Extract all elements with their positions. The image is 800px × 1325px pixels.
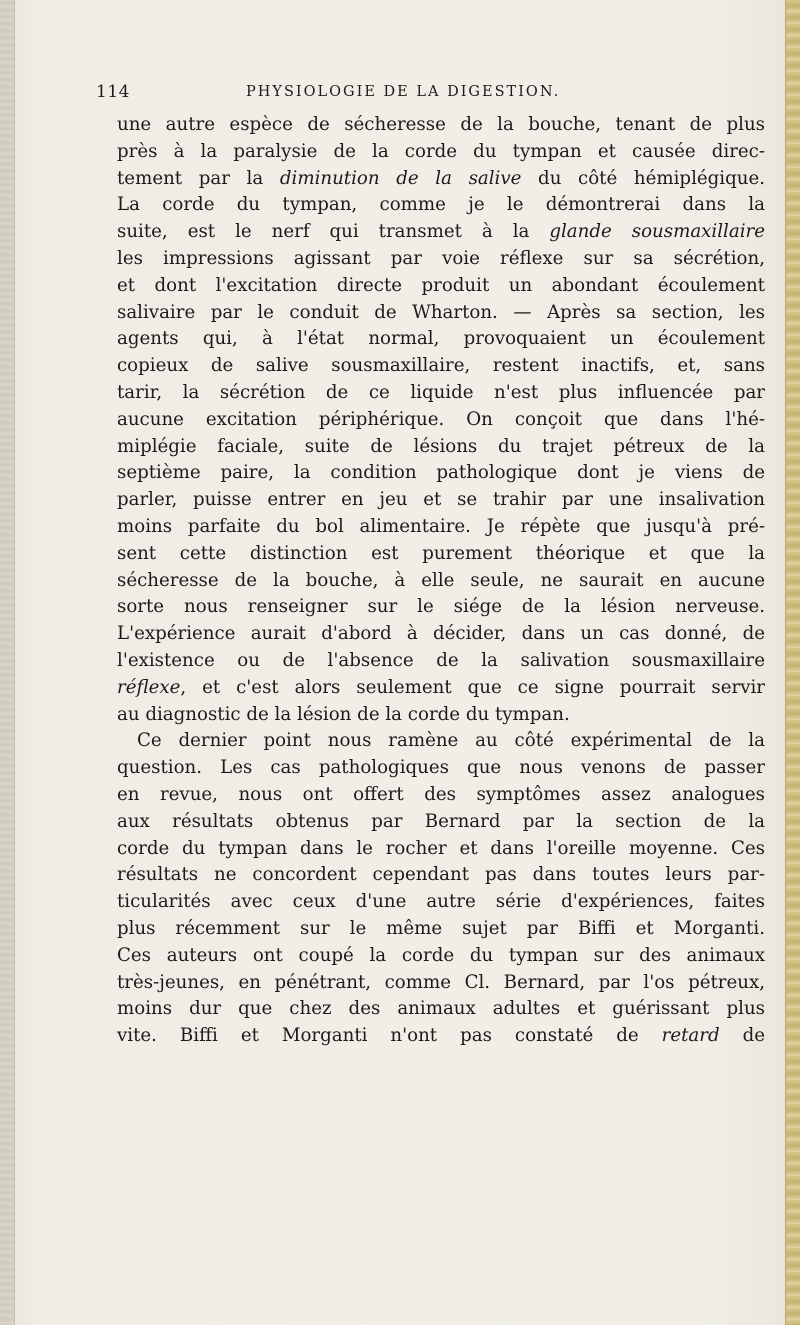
text-line (117, 755, 765, 782)
text-line (117, 380, 765, 407)
text-run: L'expérience aurait d'abord à décider, dans un cas donné, de (117, 623, 765, 645)
text-run: Ces auteurs ont coupé la corde du tympan sur des animaux (117, 944, 765, 966)
text-run: Ce dernier point nous ramène au côté expérimental de la (137, 730, 765, 752)
text-line (117, 460, 765, 487)
text-run: parler, puisse entrer en jeu et se trahir par une insalivation (117, 489, 765, 511)
text-line (117, 407, 765, 434)
text-run: aux résultats obtenus par Bernard par la section de la (117, 810, 765, 832)
page-header (96, 82, 764, 108)
text-run: sent cette distinction est purement théorique et que la (117, 542, 765, 564)
text-line (117, 353, 765, 380)
text-line (117, 943, 765, 970)
text-line (117, 836, 765, 863)
text-line (117, 702, 765, 729)
text-line (117, 809, 765, 836)
text-line (117, 568, 765, 595)
text-line (117, 139, 765, 166)
running-head: PHYSIOLOGIE DE LA DIGESTION. (246, 84, 561, 100)
text-line (117, 300, 765, 327)
text-run: septième paire, la condition pathologique dont je viens de (117, 462, 765, 484)
text-run: ticularités avec ceux d'une autre série d'expériences, faites (117, 891, 765, 913)
text-line (117, 621, 765, 648)
text-run: près à la paralysie de la corde du tympan et causée direc- (117, 140, 765, 162)
text-run: au diagnostic de la lésion de la corde du tympan. (117, 703, 570, 725)
text-line (117, 434, 765, 461)
text-line (117, 728, 765, 755)
text-run: très-jeunes, en pénétrant, comme Cl. Bernard, par l'os pétreux, (117, 971, 765, 993)
body-text (117, 112, 765, 1050)
text-line (117, 514, 765, 541)
italic-phrase: glande sousmaxillaire (549, 221, 765, 243)
text-line (117, 675, 765, 702)
text-line (117, 166, 765, 193)
text-run: miplégie faciale, suite de lésions du trajet pétreux de la (117, 435, 765, 457)
text-run: les impressions agissant par voie réflexe sur sa sécrétion, (117, 247, 765, 269)
page-right-edge (785, 0, 800, 1325)
text-line (117, 326, 765, 353)
text-run: tement par la (117, 167, 280, 189)
text-run: tarir, la sécrétion de ce liquide n'est plus influencée par (117, 381, 765, 403)
text-run: copieux de salive sousmaxillaire, restent inactifs, et, sans (117, 355, 765, 377)
text-run: moins parfaite du bol alimentaire. Je répète que jusqu'à pré- (117, 515, 765, 537)
text-line (117, 862, 765, 889)
text-run: , et c'est alors seulement que ce signe pourrait servir (180, 676, 765, 698)
text-run: sécheresse de la bouche, à elle seule, ne saurait en aucune (117, 569, 765, 591)
italic-phrase: diminution de la salive (279, 167, 522, 189)
text-line (117, 541, 765, 568)
text-line (117, 889, 765, 916)
text-run: plus récemment sur le même sujet par Biffi et Morganti. (117, 917, 765, 939)
text-run: de (719, 1025, 765, 1047)
text-line (117, 273, 765, 300)
text-line (117, 246, 765, 273)
text-run: vite. Biffi et Morganti n'ont pas constaté de (117, 1025, 662, 1047)
text-run: agents qui, à l'état normal, provoquaient un écoulement (117, 328, 765, 350)
text-line (117, 970, 765, 997)
text-line (117, 782, 765, 809)
text-run: corde du tympan dans le rocher et dans l'oreille moyenne. Ces (117, 837, 765, 859)
text-run: La corde du tympan, comme je le démontrerai dans la (117, 194, 765, 216)
text-run: suite, est le nerf qui transmet à la (117, 221, 550, 243)
text-run: l'existence ou de l'absence de la salivation sousmaxillaire (117, 649, 765, 671)
italic-phrase: réflexe (117, 676, 181, 698)
text-run: moins dur que chez des animaux adultes et guérissant plus (117, 998, 765, 1020)
text-line (117, 112, 765, 139)
text-run: résultats ne concordent cependant pas dans toutes leurs par- (117, 864, 765, 886)
text-line (117, 487, 765, 514)
text-line (117, 648, 765, 675)
text-line (117, 916, 765, 943)
text-run: du côté hémiplégique. (521, 167, 766, 189)
page-binding-edge (0, 0, 15, 1325)
text-run: aucune excitation périphérique. On conçoit que dans l'hé- (117, 408, 765, 430)
text-line (117, 594, 765, 621)
page-number: 114 (96, 82, 130, 102)
text-line (117, 996, 765, 1023)
text-run: en revue, nous ont offert des symptômes assez analogues (117, 783, 765, 805)
text-run: salivaire par le conduit de Wharton. — Après sa section, les (117, 301, 765, 323)
text-line (117, 192, 765, 219)
text-run: et dont l'excitation directe produit un abondant écoulement (117, 274, 765, 296)
text-line (117, 1023, 765, 1050)
text-run: une autre espèce de sécheresse de la bouche, tenant de plus (117, 114, 765, 135)
italic-phrase: retard (661, 1025, 720, 1047)
text-run: question. Les cas pathologiques que nous venons de passer (117, 757, 765, 779)
text-run: sorte nous renseigner sur le siége de la lésion nerveuse. (117, 596, 765, 618)
text-line (117, 219, 765, 246)
